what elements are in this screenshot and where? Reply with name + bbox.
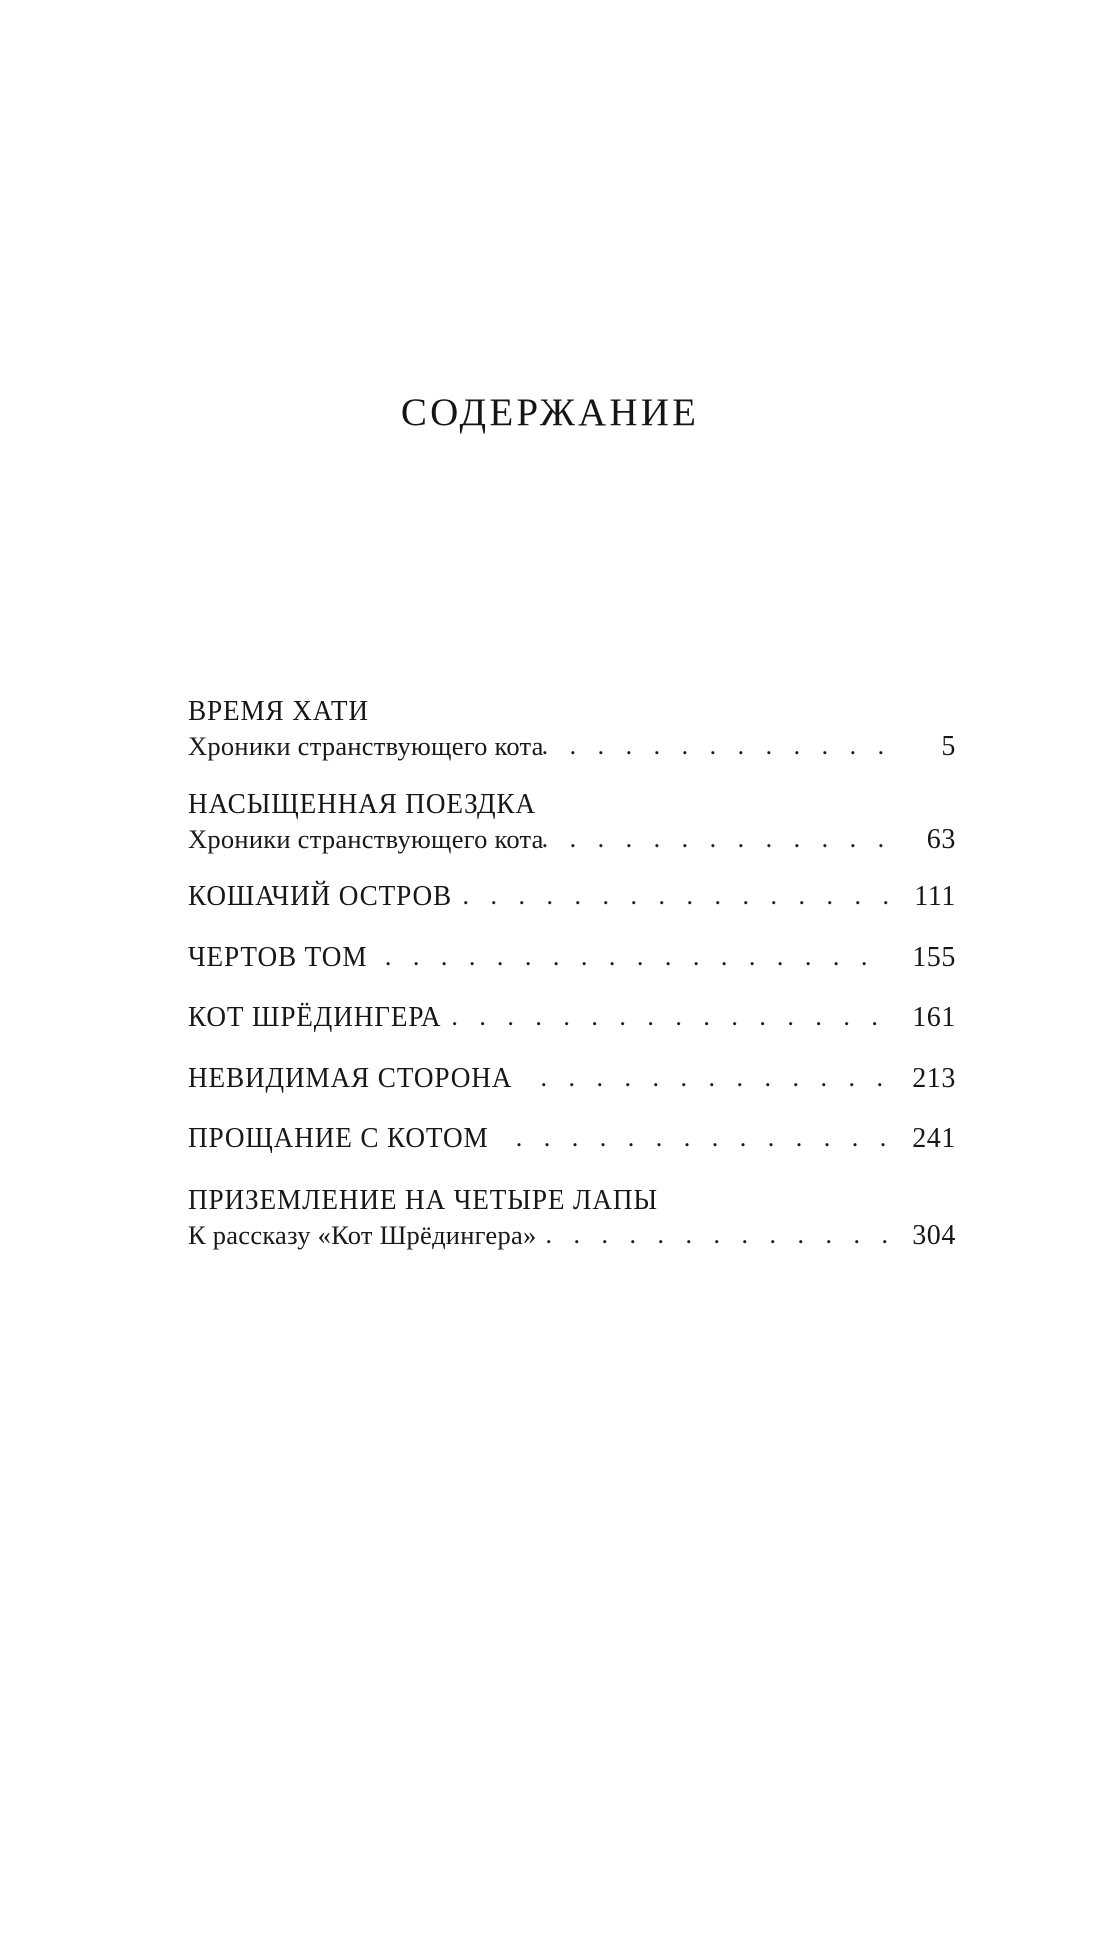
toc-entry-subtitle: Хроники странствующего кота [188,731,544,762]
toc-entry-page-number: 111 [914,880,956,912]
toc-entry-title: ВРЕМЯ ХАТИ [188,696,369,727]
dot-leader [516,1123,888,1153]
page-title: СОДЕРЖАНИЕ [400,391,700,434]
toc-entry-list [188,693,956,1253]
toc-entry-row [188,1121,956,1157]
toc-entry-subtitle: Хроники странствующего кота [188,824,544,854]
toc-entry[interactable] [188,1121,956,1157]
dot-leader [462,881,888,911]
dot-leader [542,731,888,761]
toc-entry[interactable] [188,1000,956,1036]
toc-entry-subtitle: К рассказу «Кот Шрёдингера» [188,1220,537,1251]
toc-entry[interactable] [188,879,956,915]
toc-entry-row [188,940,956,976]
toc-entry-title: ПРОЩАНИЕ С КОТОМ [188,1123,489,1155]
toc-entry-page-number: 155 [912,941,956,973]
toc-entry[interactable] [188,1061,956,1097]
toc-entry-page-number: 5 [941,731,956,763]
dot-leader [385,942,888,972]
toc-entry-title: ЧЕРТОВ ТОМ [188,941,368,973]
toc-entry-title: НЕВИДИМАЯ СТОРОНА [188,1062,513,1094]
toc-entry-row [188,879,956,915]
toc-entry[interactable] [188,786,956,857]
toc-entry-row [188,730,956,764]
toc-entry-row [188,1061,956,1097]
dot-leader [451,1002,888,1032]
toc-entry-page-number: 304 [912,1220,956,1252]
toc-entry-title: КОТ ШРЁДИНГЕРА [188,1002,442,1034]
toc-entry-page-number: 241 [912,1123,956,1155]
dot-leader [542,824,888,854]
toc-entry-title: НАСЫЩЕННАЯ ПОЕЗДКА [188,788,536,820]
toc-entry-row [188,1000,956,1036]
dot-leader [541,1063,888,1093]
toc-entry[interactable] [188,693,956,764]
toc-entry-row [188,1219,956,1253]
toc-entry[interactable] [188,1182,956,1253]
toc-entry[interactable] [188,940,956,976]
toc-entry-title: ПРИЗЕМЛЕНИЕ НА ЧЕТЫРЕ ЛАПЫ [188,1185,658,1217]
toc-entry-page-number: 63 [926,824,956,855]
dot-leader [545,1220,888,1250]
toc-entry-row [188,823,956,857]
toc-entry-page-number: 213 [912,1062,956,1094]
toc-entry-page-number: 161 [912,1002,956,1034]
toc-entry-title: КОШАЧИЙ ОСТРОВ [188,880,452,912]
